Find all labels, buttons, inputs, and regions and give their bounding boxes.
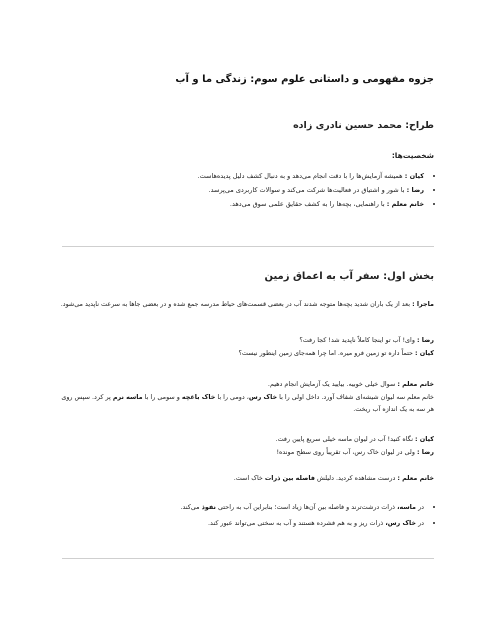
- fact-text: ذرات ریز و به هم فشرده هستند و آب به سختی می‌تواند عبور کند.: [208, 519, 384, 527]
- section-divider: [62, 558, 434, 559]
- list-item: [34, 198, 424, 211]
- speaker-name: رضا :: [416, 447, 434, 456]
- keyword: خاک باغچه: [181, 392, 216, 401]
- character-name: رضا :: [406, 186, 424, 194]
- experiment-text: و سومی را با: [144, 392, 180, 401]
- dialog-text: نگاه کنید! آب در لیوان ماسه خیلی سریع پایین رفت.: [275, 435, 413, 443]
- dialog-text: وای! آب تو اینجا کاملاً ناپدید شد! کجا رفت؟: [299, 336, 415, 344]
- fact-text: می‌کند.: [180, 503, 200, 511]
- character-desc: همیشه آزمایش‌ها را با دقت انجام می‌دهد و به دنبال کشف دلیل پدیده‌هاست.: [197, 172, 403, 180]
- explanation-text: درست مشاهده کردید. دلیلش: [316, 474, 396, 482]
- keyword: نفوذ: [201, 503, 216, 511]
- fact-text: ذرات درشت‌ترند و فاصله بین آن‌ها زیاد است؛ بنابراین آب به راحتی: [217, 503, 396, 511]
- list-item: [34, 184, 424, 197]
- experiment-text: ، دومی را با: [217, 392, 249, 401]
- section-title: بخش اول: سفر آب به اعماق زمین: [264, 271, 434, 282]
- experiment-paragraph: [60, 378, 434, 416]
- explanation-text: خاک است.: [233, 474, 263, 482]
- dialog-block: [60, 433, 434, 458]
- story-text: بعد از یک باران شدید بچه‌ها متوجه شدند آب در بعضی قسمت‌های حیاط مدرسه جمع شده و در بعضی جاها به سرعت ناپدید می‌شود.: [60, 300, 411, 308]
- list-item: [34, 170, 424, 183]
- keyword: خاک رس،: [385, 519, 417, 527]
- list-item: [50, 500, 424, 514]
- fact-text: در: [418, 503, 424, 511]
- section-divider: [62, 246, 434, 247]
- experiment-text: خانم معلم سه لیوان شیشه‌ای شفاف آورد. داخل اولی را با: [279, 392, 434, 401]
- speaker-name: خانم معلم :: [397, 474, 434, 482]
- designer-line: طراح: محمد حسین نادری زاده: [293, 120, 434, 131]
- characters-list: [34, 170, 434, 212]
- dialog-block: [60, 334, 434, 359]
- keyword: ماسه نرم: [112, 392, 143, 401]
- keyword: خاک رس: [248, 392, 278, 401]
- dialog-text: ولی در لیوان خاک رس، آب تقریباً روی سطح مونده!: [276, 447, 415, 456]
- fact-text: در: [418, 519, 424, 527]
- story-paragraph: [60, 298, 434, 311]
- document-title: جزوه مفهومی و داستانی علوم سوم: زندگی ما و آب: [175, 74, 434, 85]
- soil-facts-list: [50, 500, 434, 532]
- dialog-text: حتماً داره تو زمین فرو میره. اما چرا همه‌جای زمین اینطور نیست؟: [238, 348, 413, 357]
- teacher-explanation: [60, 472, 434, 485]
- character-desc: با راهنمایی، بچه‌ها را به کشف حقایق علمی سوق می‌دهد.: [229, 200, 385, 208]
- speaker-name: رضا :: [416, 336, 434, 344]
- character-desc: با شور و اشتیاق در فعالیت‌ها شرکت می‌کند و سوالات کاربردی می‌پرسد.: [208, 186, 405, 194]
- story-label: ماجرا :: [412, 300, 434, 308]
- character-name: خانم معلم :: [386, 200, 424, 208]
- speaker-name: کیان :: [415, 348, 434, 357]
- character-name: کیان :: [404, 172, 424, 180]
- speaker-name: خانم معلم :: [397, 380, 434, 388]
- keyword: ماسه،: [397, 503, 417, 511]
- list-item: [50, 516, 424, 530]
- characters-heading: شخصیت‌ها:: [391, 151, 434, 160]
- keyword: فاصله بین ذرات: [264, 474, 315, 482]
- speaker-name: کیان :: [415, 435, 434, 443]
- experiment-text: پر کرد. سپس روی هر سه به یک اندازه آب ریخت.: [61, 392, 434, 413]
- teacher-text: سوال خیلی خوبیه. بیایید یک آزمایش انجام دهیم.: [267, 380, 396, 388]
